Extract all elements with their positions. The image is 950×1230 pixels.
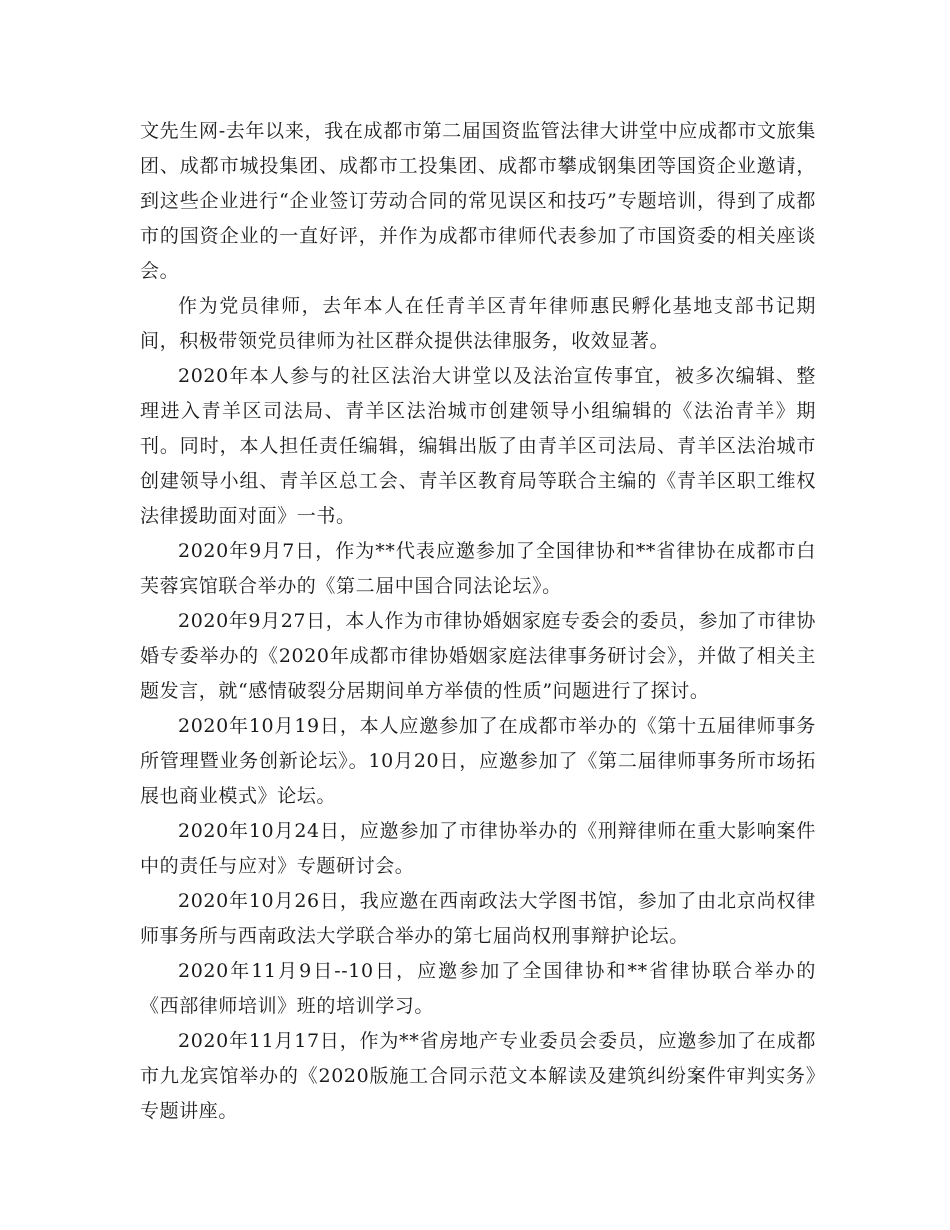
paragraph-2: 作为党员律师，去年本人在任青羊区青年律师惠民孵化基地支部书记期间，积极带领党员律师为社区群众提供法律服务，收效显著。 bbox=[140, 295, 816, 352]
paragraph-1: 文先生网-去年以来，我在成都市第二届国资监管法律大讲堂中应成都市文旅集团、成都市城投集团、成都市工投集团、成都市攀成钢集团等国资企业邀请，到这些企业进行“企业签订劳动合同的常见误区和技巧”专题培训，得到了成都市的国资企业的一直好评，并作为成都市律师代表参加了市国资委的相关座谈会。 bbox=[140, 120, 816, 282]
paragraph-4: 2020年9月7日，作为**代表应邀参加了全国律协和**省律协在成都市白芙蓉宾馆联合举办的《第二届中国合同法论坛》。 bbox=[140, 540, 816, 597]
paragraph-8: 2020年10月26日，我应邀在西南政法大学图书馆，参加了由北京尚权律师事务所与西南政法大学联合举办的第七届尚权刑事辩护论坛。 bbox=[140, 890, 816, 947]
paragraph-3: 2020年本人参与的社区法治大讲堂以及法治宣传事宜，被多次编辑、整理进入青羊区司法局、青羊区法治城市创建领导小组编辑的《法治青羊》期刊。同时，本人担任责任编辑，编辑出版了由青羊区司法局、青羊区法治城市创建领导小组、青羊区总工会、青羊区教育局等联合主编的《青羊区职工维权法律援助面对面》一书。 bbox=[140, 365, 816, 527]
paragraph-7: 2020年10月24日，应邀参加了市律协举办的《刑辩律师在重大影响案件中的责任与应对》专题研讨会。 bbox=[140, 820, 816, 877]
paragraph-9: 2020年11月9日--10日，应邀参加了全国律协和**省律协联合举办的《西部律师培训》班的培训学习。 bbox=[140, 960, 816, 1017]
document-body bbox=[140, 114, 816, 1129]
paragraph-10: 2020年11月17日，作为**省房地产专业委员会委员，应邀参加了在成都市九龙宾馆举办的《2020版施工合同示范文本解读及建筑纠纷案件审判实务》专题讲座。 bbox=[140, 1030, 816, 1122]
paragraph-6: 2020年10月19日，本人应邀参加了在成都市举办的《第十五届律师事务所管理暨业务创新论坛》。10月20日，应邀参加了《第二届律师事务所市场拓展也商业模式》论坛。 bbox=[140, 715, 816, 807]
paragraph-5: 2020年9月27日，本人作为市律协婚姻家庭专委会的委员，参加了市律协婚专委举办的《2020年成都市律协婚姻家庭法律事务研讨会》，并做了相关主题发言，就“感情破裂分居期间单方举债的性质”问题进行了探讨。 bbox=[140, 610, 816, 702]
